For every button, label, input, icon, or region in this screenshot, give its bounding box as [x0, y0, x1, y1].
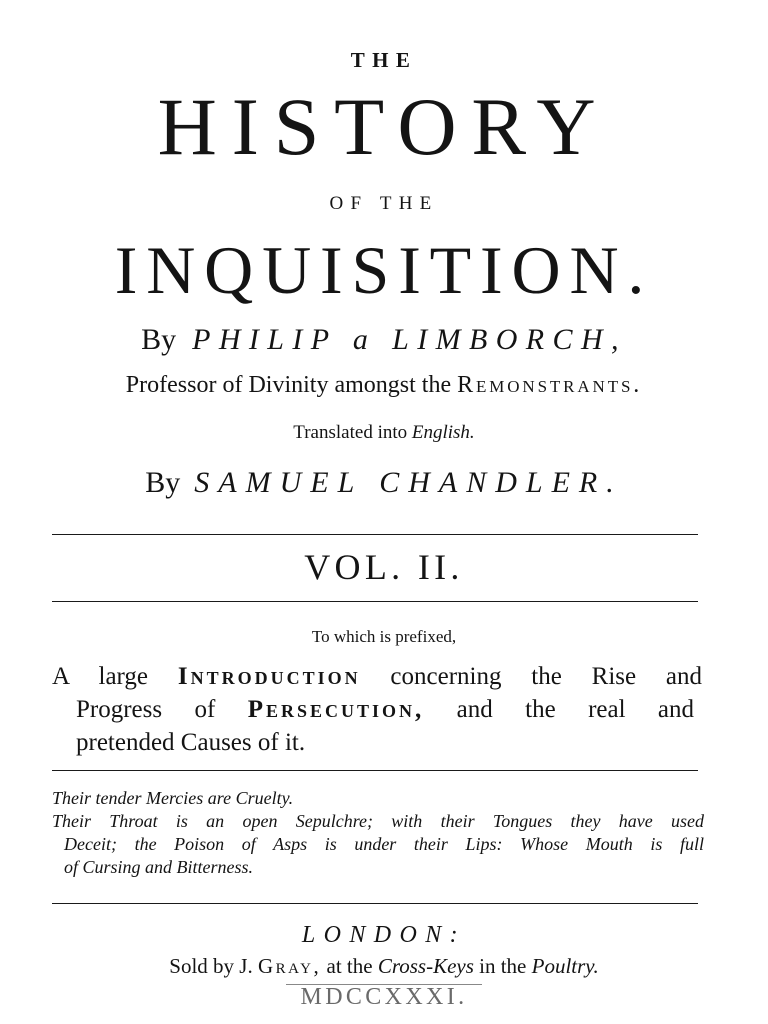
divider-rule [52, 903, 698, 904]
intro-persecution: Persecution, [247, 696, 425, 723]
motto-line-2: Their Throat is an open Sepulchre; with their Tongues they have used [52, 811, 704, 831]
introduction-line-1 [52, 660, 702, 693]
imprint-date: MDCCXXXI. [300, 984, 468, 1010]
translator-by: By [145, 466, 181, 499]
author-role-prefix: Professor of Divinity amongst the [125, 372, 452, 398]
imprint-seller [0, 954, 768, 979]
title-the: THE [350, 48, 418, 72]
author-by: By [141, 323, 177, 356]
divider-rule [52, 534, 698, 535]
motto-line-4: of Cursing and Bitterness. [64, 857, 254, 877]
imprint-place: Cross-Keys [377, 954, 474, 978]
introduction-line-2 [76, 693, 694, 726]
author-role [0, 372, 768, 399]
motto-line-3: Deceit; the Poison of Asps is under their Lips: Whose Mouth is full [64, 834, 704, 854]
translator-name: SAMUEL CHANDLER. [194, 466, 623, 499]
intro-text-b: concerning the Rise and [390, 663, 703, 690]
author-role-group: Remonstrants. [457, 372, 643, 398]
title-of-the: OF THE [329, 193, 439, 214]
motto-line-1: Their tender Mercies are Cruelty. [52, 788, 294, 808]
intro-text-a: A large [52, 663, 149, 690]
imprint-street: Poultry. [531, 954, 599, 978]
intro-text-d: and the real and [456, 696, 695, 723]
imprint-in: in the [479, 954, 527, 978]
author-name: PHILIP a LIMBORCH, [192, 323, 627, 356]
intro-text-c: Progress of [76, 696, 216, 723]
imprint-gray: Gray, [257, 954, 322, 978]
translated-prefix: Translated into [293, 422, 408, 443]
introduction-line-3: pretended Causes of it. [76, 729, 306, 756]
title-history: HISTORY [157, 81, 611, 172]
translator-line [0, 466, 768, 500]
prefixed-note: To which is prefixed, [311, 627, 457, 646]
divider-rule [52, 601, 698, 602]
intro-introduction: Introduction [177, 663, 361, 690]
translated-language: English. [411, 422, 475, 443]
volume-label: VOL. II. [304, 547, 464, 587]
divider-rule [52, 770, 698, 771]
imprint-sold: Sold by J. [169, 954, 253, 978]
title-inquisition: INQUISITION. [114, 232, 654, 308]
imprint-at: at the [326, 954, 373, 978]
imprint-city: LONDON: [301, 922, 467, 948]
author-line [0, 323, 768, 357]
translation-note [0, 422, 768, 444]
